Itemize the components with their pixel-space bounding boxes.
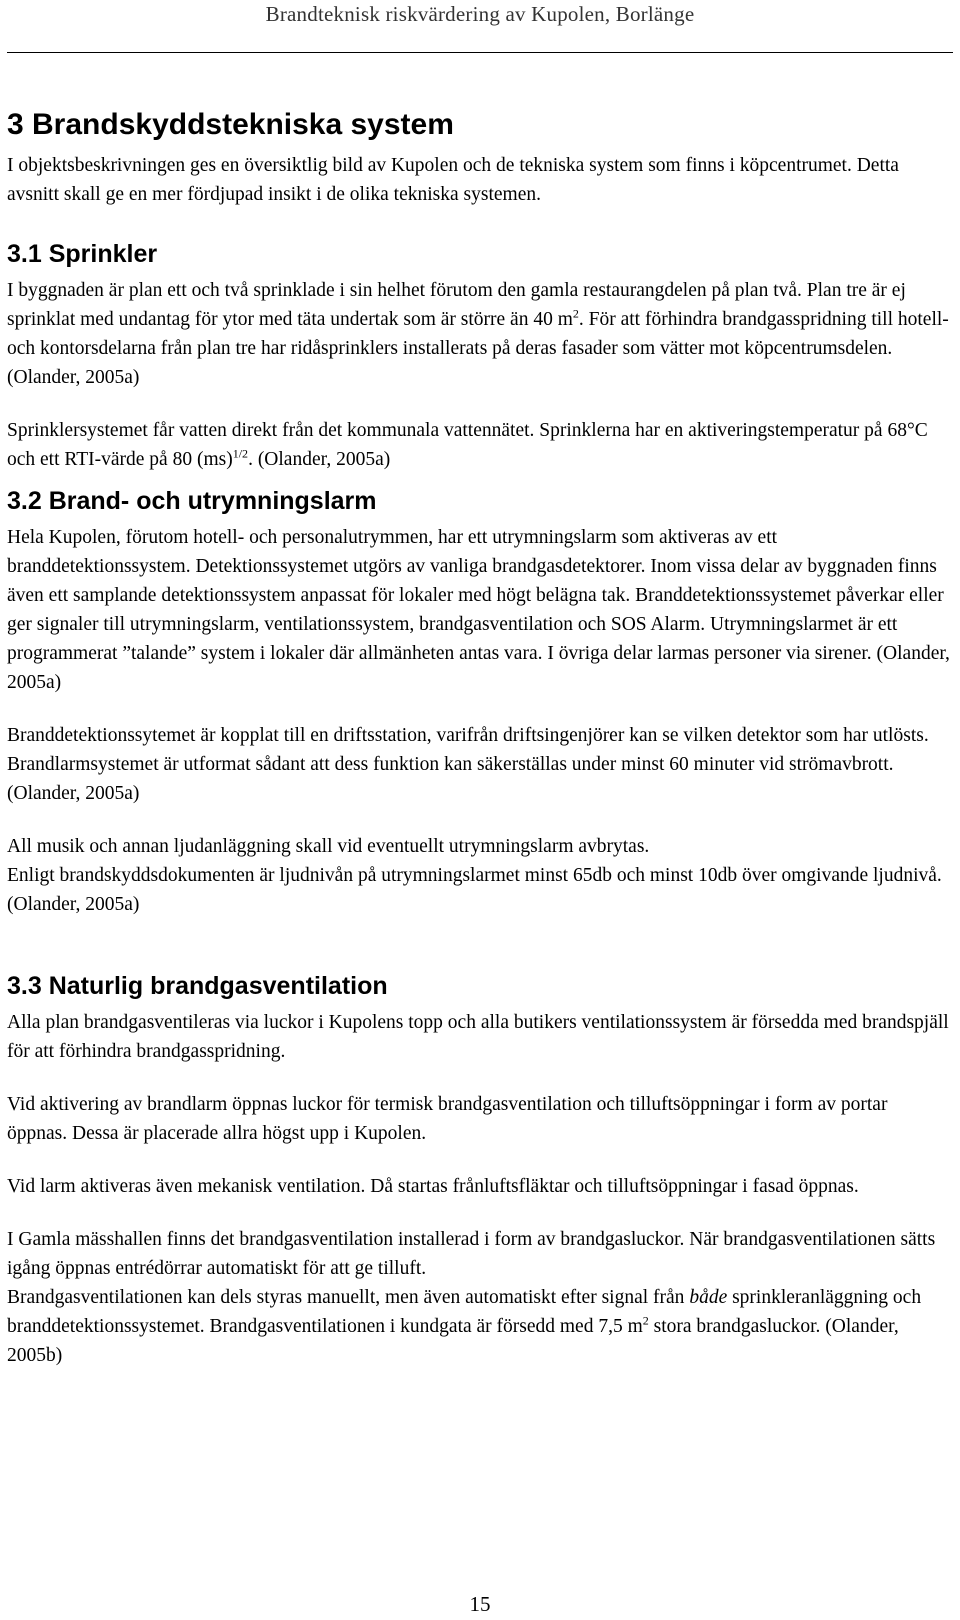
alarm-paragraph-1: Hela Kupolen, förutom hotell- och personalutrymmen, har ett utrymningslarm som aktiveras av ett branddetektionssystem. Detektionssystemet utgörs av vanliga brandgasdetektorer. Inom vissa delar av byggnaden finns även ett samplande detektionssystem anpassat för lokaler med högt belägna tak. Branddetektionssystemet påverkar eller ger signaler till utrymningslarm, ventilationssystem, brandgasventilation och SOS Alarm. Utrymningslarmet är ett programmerat ”talande” system i lokaler där allmänheten antas vara. I övriga delar larmas personer via sirener. (Olander, 2005a) — [7, 527, 950, 693]
superscript-squared: 2 — [642, 1313, 649, 1328]
section-3-intro: I objektsbeskrivningen ges en översiktlig bild av Kupolen och de tekniska system som finns i köpcentrumet. Detta avsnitt skall ge en mer fördjupad insikt i de olika tekniska systemen. — [7, 155, 899, 205]
section-3-3-heading: 3.3 Naturlig brandgasventilation — [7, 972, 388, 1000]
page-content — [7, 108, 952, 1370]
emphasis-bade: både — [689, 1287, 728, 1308]
page-number: 15 — [469, 1592, 491, 1616]
ventilation-paragraph-5 — [7, 1283, 952, 1370]
sprinkler-p1-text-a: I byggnaden är plan ett och två sprinklade i sin helhet förutom den gamla restaurangdelen på plan två. Plan tre är ej sprinklat med undantag för ytor med täta undertak som är större än 40 m — [7, 280, 906, 330]
superscript-squared: 2 — [572, 306, 579, 321]
section-3-heading: 3 Brandskyddstekniska system — [7, 108, 454, 141]
alarm-paragraph-3: All musik och annan ljudanläggning skall vid eventuellt utrymningslarm avbrytas. — [7, 836, 650, 857]
ventilation-paragraph-2: Vid aktivering av brandlarm öppnas luckor för termisk brandgasventilation och tilluftsöppningar i form av portar öppnas. Dessa är placerade allra högst upp i Kupolen. — [7, 1094, 888, 1144]
header-divider — [7, 52, 953, 53]
superscript-half: 1/2 — [232, 446, 249, 461]
running-header: Brandteknisk riskvärdering av Kupolen, Borlänge — [265, 2, 695, 26]
ventilation-paragraph-1: Alla plan brandgasventileras via luckor i Kupolens topp och alla butikers ventilationssystem är försedda med brandspjäll för att förhindra brandgasspridning. — [7, 1012, 949, 1062]
ventilation-p5-text-a: Brandgasventilationen kan dels styras manuellt, men även automatiskt efter signal från — [7, 1287, 690, 1308]
ventilation-paragraph-4: I Gamla mässhallen finns det brandgasventilation installerad i form av brandgasluckor. När brandgasventilationen sätts igång öppnas entrédörrar automatiskt för att ge tilluft. — [7, 1229, 936, 1279]
sprinkler-p1-text-b: . För att förhindra brandgasspridning till hotell- och kontorsdelarna från plan tre har ridåsprinklers installerats på deras fasader som vätter mot köpcentrumsdelen. (Olander, 2005a) — [7, 309, 949, 388]
ventilation-p5-text-b: sprinkleranläggning och branddetektionssystemet. Brandgasventilationen i kundgata är försedd med 7,5 m — [7, 1287, 922, 1337]
sprinkler-p2-text-a: Sprinklersystemet får vatten direkt från det kommunala vattennätet. Sprinklerna har en aktiveringstemperatur på 68°C och ett RTI-värde på 80 (ms) — [7, 420, 928, 470]
section-3-1-heading: 3.1 Sprinkler — [7, 240, 158, 268]
ventilation-p5-text-c: stora brandgasluckor. (Olander, 2005b) — [7, 1316, 899, 1366]
alarm-paragraph-2: Branddetektionssytemet är kopplat till en driftsstation, varifrån driftsingenjörer kan se vilken detektor som har utlösts. Brandlarmsystemet är utformat sådant att dess funktion kan säkerställas under minst 60 minuter vid strömavbrott. (Olander, 2005a) — [7, 725, 929, 804]
sprinkler-paragraph-1 — [7, 276, 952, 392]
section-3-2-heading: 3.2 Brand- och utrymningslarm — [7, 487, 377, 515]
sprinkler-p2-text-b: . (Olander, 2005a) — [248, 449, 391, 470]
ventilation-paragraph-3: Vid larm aktiveras även mekanisk ventilation. Då startas frånluftsfläktar och tilluftsöppningar i fasad öppnas. — [7, 1176, 859, 1197]
sprinkler-paragraph-2 — [7, 416, 952, 474]
alarm-paragraph-4: Enligt brandskyddsdokumenten är ljudnivån på utrymningslarmet minst 65db och minst 10db över omgivande ljudnivå. (Olander, 2005a) — [7, 865, 942, 915]
